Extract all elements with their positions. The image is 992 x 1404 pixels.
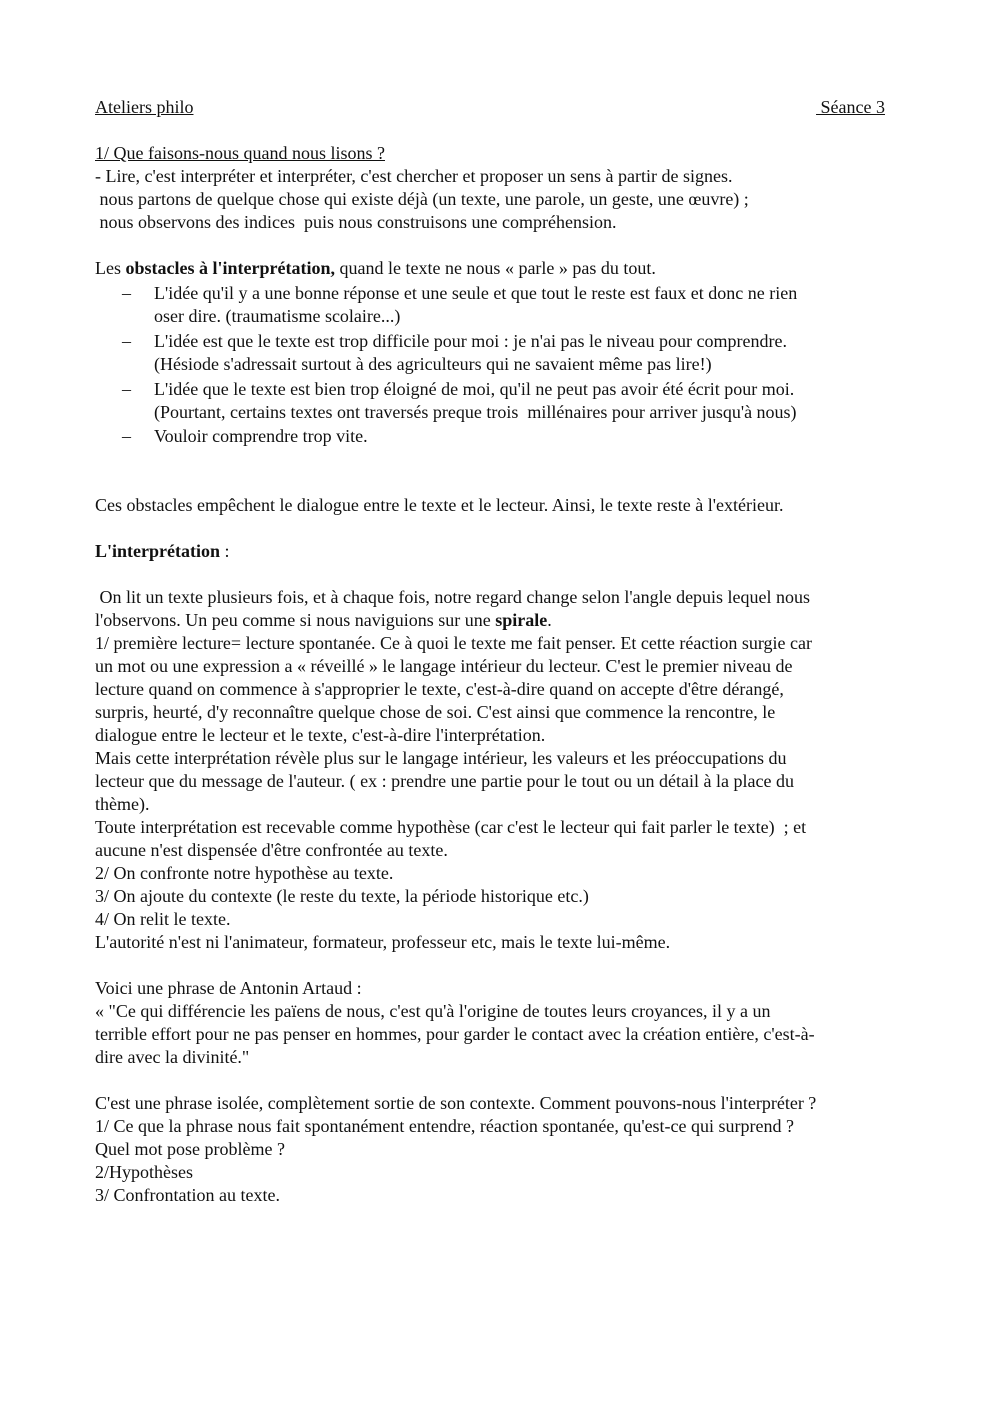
list-bullet: – [122, 331, 131, 351]
obstacles-intro-bold: obstacles à l'interprétation, [125, 258, 335, 278]
obstacles-intro [95, 257, 656, 280]
paragraph-line: 2/ On confronte notre hypothèse au texte. [95, 863, 394, 883]
paragraph-line: Toute interprétation est recevable comme hypothèse (car c'est le lecteur qui fait parler le texte) ; et [95, 817, 807, 837]
quote-line: dire avec la divinité." [95, 1047, 250, 1067]
interpretation-heading-text: L'interprétation [95, 541, 220, 561]
paragraph-line: Mais cette interprétation révèle plus sur le langage intérieur, les valeurs et les préoccupations du [95, 748, 787, 768]
obstacles-intro-pre: Les [95, 258, 126, 278]
list-item-continuation: oser dire. (traumatisme scolaire...) [154, 306, 401, 326]
paragraph-line: lecteur que du message de l'auteur. ( ex : prendre une partie pour le tout ou un détail à la place du [95, 771, 794, 791]
list-item: L'idée est que le texte est trop difficile pour moi : je n'ai pas le niveau pour comprendre. [154, 331, 787, 351]
paragraph-line: 3/ On ajoute du contexte (le reste du texte, la période historique etc.) [95, 886, 589, 906]
exercise-line: 1/ Ce que la phrase nous fait spontanément entendre, réaction spontanée, qu'est-ce qui surprend ? [95, 1116, 795, 1136]
list-item: Vouloir comprendre trop vite. [154, 426, 368, 446]
list-bullet: – [122, 426, 131, 446]
paragraph-line: un mot ou une expression a « réveillé » le langage intérieur du lecteur. C'est le premier niveau de [95, 656, 793, 676]
list-item-continuation: (Hésiode s'adressait surtout à des agriculteurs qui ne savaient même pas lire!) [154, 354, 712, 374]
section1-line: - Lire, c'est interpréter et interpréter, c'est chercher et proposer un sens à partir de signes. [95, 166, 733, 186]
paragraph-line: surpris, heurté, d'y reconnaître quelque chose de soi. C'est ainsi que commence la rencontre, le [95, 702, 776, 722]
list-item: L'idée qu'il y a une bonne réponse et une seule et que tout le reste est faux et donc ne rien [154, 283, 798, 303]
paragraph-line: aucune n'est dispensée d'être confrontée au texte. [95, 840, 448, 860]
obstacles-conclusion: Ces obstacles empêchent le dialogue entre le texte et le lecteur. Ainsi, le texte reste à l'extérieur. [95, 495, 784, 515]
exercise-line: 2/Hypothèses [95, 1162, 193, 1182]
paragraph-line: thème). [95, 794, 150, 814]
exercise-line: 3/ Confrontation au texte. [95, 1185, 280, 1205]
section1-title: 1/ Que faisons-nous quand nous lisons ? [95, 143, 385, 163]
paragraph-line: On lit un texte plusieurs fois, et à chaque fois, notre regard change selon l'angle depuis lequel nous [95, 587, 811, 607]
list-item-continuation: (Pourtant, certains textes ont traversés preque trois millénaires pour arriver jusqu'à nous) [154, 402, 797, 422]
header-title: Ateliers philo [95, 97, 194, 117]
paragraph-line: lecture quand on commence à s'approprier le texte, c'est-à-dire quand on accepte d'être dérangé, [95, 679, 784, 699]
paragraph-line: 4/ On relit le texte. [95, 909, 231, 929]
paragraph-line [95, 609, 552, 632]
section1-line: nous partons de quelque chose qui existe déjà (un texte, une parole, un geste, une œuvre) ; [95, 189, 749, 209]
exercise-line: C'est une phrase isolée, complètement sortie de son contexte. Comment pouvons-nous l'interpréter ? [95, 1093, 817, 1113]
quote-intro: Voici une phrase de Antonin Artaud : [95, 978, 362, 998]
paragraph-text: l'observons. Un peu comme si nous naviguions sur une [95, 610, 496, 630]
section1-line: nous observons des indices puis nous construisons une compréhension. [95, 212, 617, 232]
exercise-line: Quel mot pose problème ? [95, 1139, 285, 1159]
paragraph-text: . [547, 610, 552, 630]
paragraph-line: 1/ première lecture= lecture spontanée. Ce à quoi le texte me fait penser. Et cette réaction surgie car [95, 633, 812, 653]
session-number: Séance 3 [816, 97, 885, 117]
paragraph-line: dialogue entre le lecteur et le texte, c'est-à-dire l'interprétation. [95, 725, 546, 745]
obstacles-intro-post: quand le texte ne nous « parle » pas du tout. [334, 258, 656, 278]
quote-line: « "Ce qui différencie les païens de nous, c'est qu'à l'origine de toutes leurs croyances, il y a un [95, 1001, 771, 1021]
spirale-keyword: spirale [495, 610, 548, 630]
list-bullet: – [122, 379, 131, 399]
list-item: L'idée que le texte est bien trop éloigné de moi, qu'il ne peut pas avoir été écrit pour moi. [154, 379, 795, 399]
paragraph-line: L'autorité n'est ni l'animateur, formateur, professeur etc, mais le texte lui-même. [95, 932, 671, 952]
interpretation-heading [95, 540, 230, 563]
list-bullet: – [122, 283, 131, 303]
quote-line: terrible effort pour ne pas penser en hommes, pour garder le contact avec la création entière, c'est-à- [95, 1024, 815, 1044]
interpretation-heading-suffix: : [219, 541, 230, 561]
